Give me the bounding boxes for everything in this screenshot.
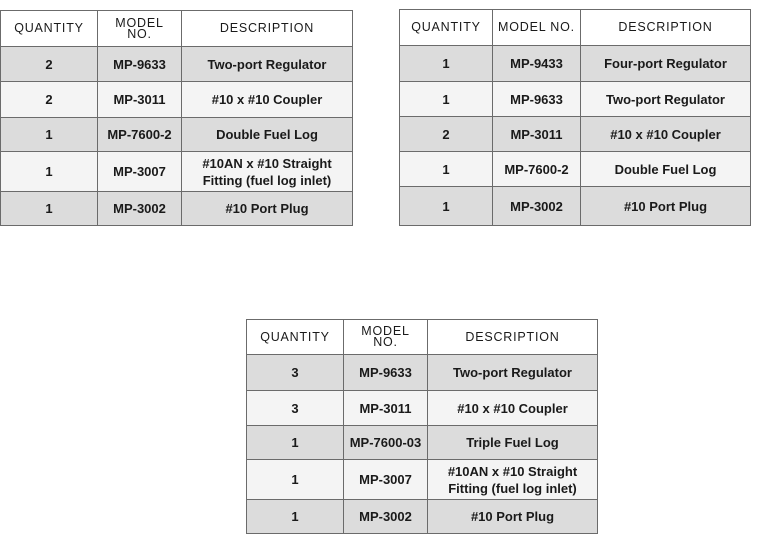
- quantity-cell: 3: [247, 355, 344, 391]
- quantity-cell: 1: [400, 187, 493, 226]
- model-cell: MP-9633: [344, 355, 428, 391]
- description-cell: #10 x #10 Coupler: [428, 391, 598, 426]
- quantity-cell: 2: [1, 47, 98, 82]
- model-header: MODEL NO.: [344, 320, 428, 355]
- table-row: [1, 152, 353, 192]
- description-cell: #10 x #10 Coupler: [581, 117, 751, 152]
- quantity-cell: 1: [247, 500, 344, 534]
- table-row: [247, 500, 598, 534]
- quantity-cell: 1: [400, 82, 493, 117]
- quantity-cell: 2: [1, 82, 98, 118]
- header-row: [1, 11, 353, 47]
- description-cell: #10 Port Plug: [182, 192, 353, 226]
- model-header: MODEL NO.: [493, 10, 581, 46]
- description-cell: #10AN x #10 Straight Fitting (fuel log inlet): [428, 460, 598, 500]
- table-row: [400, 152, 751, 187]
- model-cell: MP-9633: [98, 47, 182, 82]
- table-row: [247, 355, 598, 391]
- model-cell: MP-3011: [98, 82, 182, 118]
- quantity-cell: 1: [247, 426, 344, 460]
- model-cell: MP-3007: [344, 460, 428, 500]
- quantity-cell: 1: [400, 46, 493, 82]
- description-cell: #10 x #10 Coupler: [182, 82, 353, 118]
- description-cell: #10AN x #10 Straight Fitting (fuel log inlet): [182, 152, 353, 192]
- model-cell: MP-3011: [344, 391, 428, 426]
- description-cell: Triple Fuel Log: [428, 426, 598, 460]
- model-cell: MP-3002: [344, 500, 428, 534]
- model-cell: MP-3011: [493, 117, 581, 152]
- quantity-cell: 1: [400, 152, 493, 187]
- header-row: [400, 10, 751, 46]
- table-row: [247, 426, 598, 460]
- table-row: [1, 47, 353, 82]
- description-cell: Double Fuel Log: [182, 118, 353, 152]
- table-row: [400, 187, 751, 226]
- quantity-cell: 1: [1, 192, 98, 226]
- model-cell: MP-3002: [98, 192, 182, 226]
- parts-table-3: [246, 319, 598, 534]
- table-row: [400, 117, 751, 152]
- model-cell: MP-9433: [493, 46, 581, 82]
- description-cell: #10 Port Plug: [581, 187, 751, 226]
- description-header: DESCRIPTION: [182, 11, 353, 47]
- quantity-header: QUANTITY: [1, 11, 98, 47]
- description-cell: Four-port Regulator: [581, 46, 751, 82]
- description-cell: #10 Port Plug: [428, 500, 598, 534]
- description-header: DESCRIPTION: [581, 10, 751, 46]
- quantity-header: QUANTITY: [247, 320, 344, 355]
- table-row: [1, 118, 353, 152]
- model-cell: MP-9633: [493, 82, 581, 117]
- parts-table-2: [399, 9, 751, 226]
- model-cell: MP-3002: [493, 187, 581, 226]
- table-row: [400, 82, 751, 117]
- description-cell: Two-port Regulator: [581, 82, 751, 117]
- quantity-cell: 2: [400, 117, 493, 152]
- table-row: [247, 460, 598, 500]
- model-cell: MP-7600-2: [98, 118, 182, 152]
- description-header: DESCRIPTION: [428, 320, 598, 355]
- description-cell: Double Fuel Log: [581, 152, 751, 187]
- model-header: MODEL NO.: [98, 11, 182, 47]
- model-cell: MP-3007: [98, 152, 182, 192]
- table-row: [1, 82, 353, 118]
- parts-table-1: [0, 10, 353, 226]
- quantity-header: QUANTITY: [400, 10, 493, 46]
- quantity-cell: 1: [1, 118, 98, 152]
- header-row: [247, 320, 598, 355]
- table-row: [247, 391, 598, 426]
- table-row: [400, 46, 751, 82]
- quantity-cell: 1: [1, 152, 98, 192]
- description-cell: Two-port Regulator: [428, 355, 598, 391]
- quantity-cell: 3: [247, 391, 344, 426]
- table-row: [1, 192, 353, 226]
- description-cell: Two-port Regulator: [182, 47, 353, 82]
- quantity-cell: 1: [247, 460, 344, 500]
- model-cell: MP-7600-2: [493, 152, 581, 187]
- model-cell: MP-7600-03: [344, 426, 428, 460]
